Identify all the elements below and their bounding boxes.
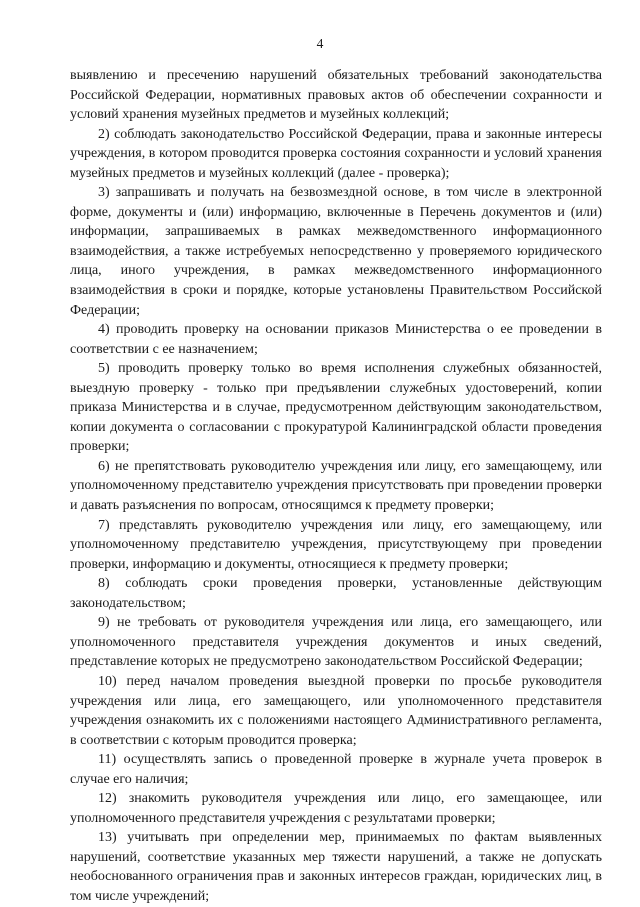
paragraph-item-3: 3) запрашивать и получать на безвозмездной основе, в том числе в электронной форме, документы и (или) информацию, включенные в Перечень документов и (или) информации, запрашиваемых в рамках межведомственного информационного взаимодействия, а также истребуемых непосредственно у проверяемого юридического лица, иного учреждения, в рамках межведомственного информационного взаимодействия в сроки и порядке, которые установлены Правительством Российской Федерации; xyxy=(70,185,602,318)
paragraph-item-11: 11) осуществлять запись о проведенной проверке в журнале учета проверок в случае его наличия; xyxy=(70,752,602,787)
page-number: 4 xyxy=(316,36,324,51)
paragraph-item-6: 6) не препятствовать руководителю учреждения или лицу, его замещающему, или уполномоченному представителю учреждения присутствовать при проведении проверки и давать разъяснения по вопросам, относящимся к предмету проверки; xyxy=(70,458,602,514)
paragraph-item-13: 13) учитывать при определении мер, принимаемых по фактам выявленных нарушений, соответствие указанных мер тяжести нарушений, а также не допускать необоснованного ограничения прав и законных интересов граждан, юридических лиц, в том числе учреждений; xyxy=(70,830,602,904)
paragraph-item-8: 8) соблюдать сроки проведения проверки, установленные действующим законодательством; xyxy=(70,576,602,611)
paragraph-continuation: выявлению и пресечению нарушений обязательных требований законодательства Российской Федерации, нормативных правовых актов об обеспечении сохранности и условий хранения музейных предметов и музейных коллекций; xyxy=(70,68,602,123)
paragraph-item-12: 12) знакомить руководителя учреждения или лицо, его замещающее, или уполномоченного представителя учреждения с результатами проверки; xyxy=(70,791,602,826)
paragraph-item-2: 2) соблюдать законодательство Российской Федерации, права и законные интересы учреждения, в котором проводится проверка состояния сохранности и условий хранения музейных предметов и музейных коллекций (далее - проверка); xyxy=(70,126,602,181)
paragraph-item-7: 7) представлять руководителю учреждения или лицу, его замещающему, или уполномоченному представителю учреждения, присутствующему при проведении проверки, информацию и документы, относящиеся к предмету проверки; xyxy=(70,517,602,572)
document-body xyxy=(70,66,602,907)
paragraph-item-4: 4) проводить проверку на основании приказов Министерства о ее проведении в соответствии с ее назначением; xyxy=(70,322,602,357)
paragraph-item-9: 9) не требовать от руководителя учреждения или лица, его замещающего, или уполномоченного представителя учреждения документов и иных сведений, представление которых не предусмотрено законодательством Российской Федерации; xyxy=(70,615,602,670)
paragraph-item-5: 5) проводить проверку только во время исполнения служебных обязанностей, выездную проверку - только при предъявлении служебных удостоверений, копии приказа Министерства и в случае, предусмотренном действующим законодательством, копии документа о согласовании с прокуратурой Калининградской области проведения проверки; xyxy=(70,361,602,455)
paragraph-item-10: 10) перед началом проведения выездной проверки по просьбе руководителя учреждения или лица, его замещающего, или уполномоченного представителя учреждения ознакомить их с положениями настоящего Административного регламента, в соответствии с которым проводится проверка; xyxy=(70,673,602,748)
